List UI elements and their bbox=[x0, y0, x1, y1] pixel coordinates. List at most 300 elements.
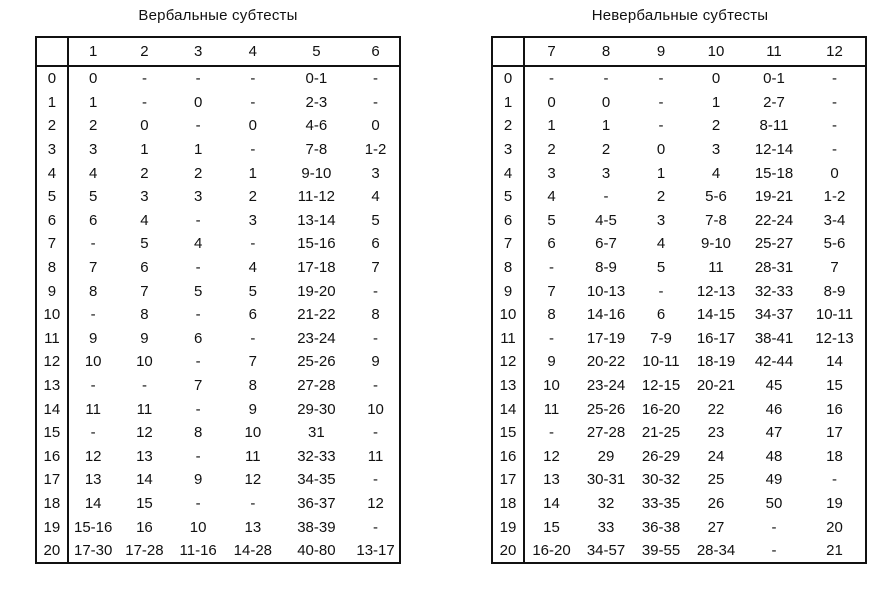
score-cell: 0 bbox=[711, 70, 721, 88]
row-label: 1 bbox=[492, 91, 524, 115]
table-row bbox=[492, 421, 866, 445]
table-row bbox=[492, 539, 866, 564]
score-cell: 13 bbox=[543, 471, 560, 489]
score-cell: 27-28 bbox=[297, 377, 336, 395]
score-cell: 13-14 bbox=[297, 211, 336, 229]
score-cell: 1 bbox=[656, 164, 666, 182]
table-row bbox=[492, 138, 866, 162]
score-cell: 11 bbox=[367, 447, 384, 465]
column-header: 12 bbox=[804, 37, 866, 66]
score-cell: 47 bbox=[765, 424, 783, 442]
score-cell: 6 bbox=[248, 306, 258, 324]
score-cell: - bbox=[195, 400, 201, 418]
score-cell: 14-15 bbox=[696, 306, 736, 324]
score-cell: - bbox=[832, 117, 837, 135]
column-header: 2 bbox=[118, 37, 172, 66]
score-cell: 10 bbox=[244, 424, 262, 442]
score-cell: 0 bbox=[193, 93, 203, 111]
table-row bbox=[492, 397, 866, 421]
score-cell: - bbox=[771, 518, 777, 536]
score-cell: 0 bbox=[547, 93, 556, 111]
score-cell: 7 bbox=[371, 259, 380, 277]
score-cell: 25-27 bbox=[754, 235, 794, 253]
score-cell: 14-28 bbox=[233, 542, 273, 560]
table-row bbox=[36, 515, 400, 539]
column-header: 1 bbox=[68, 37, 118, 66]
score-cell: 4 bbox=[656, 235, 666, 253]
score-cell: 4 bbox=[547, 188, 556, 206]
score-cell: - bbox=[832, 70, 837, 88]
row-label: 17 bbox=[36, 468, 68, 492]
score-cell: 24 bbox=[707, 447, 725, 465]
row-label: 11 bbox=[36, 327, 68, 351]
score-cell: 36-37 bbox=[297, 494, 336, 512]
row-label: 18 bbox=[492, 492, 524, 516]
score-cell: 32 bbox=[597, 494, 615, 512]
table-row bbox=[36, 445, 400, 469]
score-cell: 23 bbox=[707, 424, 725, 442]
score-cell: 22-24 bbox=[754, 211, 794, 229]
score-cell: 15-16 bbox=[73, 518, 113, 536]
row-label: 13 bbox=[492, 374, 524, 398]
score-cell: 19-20 bbox=[297, 282, 336, 300]
score-cell: - bbox=[771, 542, 777, 560]
score-cell: 5-6 bbox=[823, 235, 846, 253]
score-cell: 4 bbox=[140, 211, 149, 229]
corner-cell bbox=[36, 37, 68, 66]
score-cell: 0-1 bbox=[763, 70, 785, 88]
score-cell: 3 bbox=[193, 188, 203, 206]
table-row bbox=[492, 327, 866, 351]
table-row bbox=[492, 303, 866, 327]
score-cell: 32-33 bbox=[297, 447, 336, 465]
score-cell: - bbox=[195, 447, 201, 465]
table-row bbox=[36, 492, 400, 516]
score-cell: 10 bbox=[189, 518, 207, 536]
table-row bbox=[36, 138, 400, 162]
score-cell: 4-5 bbox=[595, 211, 617, 229]
score-cell: 17-30 bbox=[73, 542, 113, 560]
score-cell: 15-16 bbox=[297, 235, 336, 253]
score-cell: 12-14 bbox=[754, 141, 794, 159]
score-cell: 7 bbox=[830, 259, 839, 277]
score-cell: 1 bbox=[601, 117, 611, 135]
row-label: 0 bbox=[36, 66, 68, 91]
row-label: 16 bbox=[492, 445, 524, 469]
table-row bbox=[36, 161, 400, 185]
score-cell: 12 bbox=[244, 471, 262, 489]
score-cell: 5-6 bbox=[705, 188, 727, 206]
score-cell: - bbox=[373, 93, 379, 111]
score-cell: - bbox=[832, 93, 837, 111]
verbal-subtests-title: Вербальные субтесты bbox=[138, 7, 298, 24]
table-row bbox=[36, 209, 400, 233]
score-cell: 1 bbox=[193, 141, 203, 159]
score-cell: 9 bbox=[371, 353, 380, 371]
row-label: 12 bbox=[36, 350, 68, 374]
score-cell: 12 bbox=[84, 447, 102, 465]
header-row bbox=[36, 37, 400, 66]
score-cell: 0-1 bbox=[305, 70, 328, 88]
score-cell: 16 bbox=[136, 518, 153, 536]
row-label: 2 bbox=[36, 114, 68, 138]
score-cell: 3 bbox=[601, 164, 611, 182]
row-label: 13 bbox=[36, 374, 68, 398]
score-cell: 25-26 bbox=[297, 353, 336, 371]
score-cell: 10 bbox=[543, 377, 560, 395]
row-label: 3 bbox=[36, 138, 68, 162]
score-cell: 3 bbox=[371, 164, 380, 182]
score-cell: - bbox=[658, 93, 664, 111]
score-cell: 14 bbox=[84, 494, 102, 512]
score-cell: 17-28 bbox=[125, 542, 164, 560]
score-cell: 6 bbox=[89, 211, 98, 229]
score-cell: 1 bbox=[140, 141, 149, 159]
score-cell: 7-9 bbox=[650, 329, 672, 347]
score-cell: 8 bbox=[193, 424, 203, 442]
score-cell: 18 bbox=[826, 447, 843, 465]
score-cell: 45 bbox=[765, 377, 783, 395]
score-cell: 19 bbox=[826, 494, 843, 512]
score-cell: 9-10 bbox=[301, 164, 332, 182]
table-row bbox=[36, 539, 400, 564]
score-cell: 42-44 bbox=[754, 353, 794, 371]
row-label: 8 bbox=[492, 256, 524, 280]
row-label: 4 bbox=[36, 161, 68, 185]
score-cell: 5 bbox=[89, 188, 98, 206]
row-label: 4 bbox=[492, 161, 524, 185]
score-cell: 4 bbox=[89, 164, 98, 182]
row-label: 19 bbox=[36, 515, 68, 539]
score-cell: 9 bbox=[248, 400, 258, 418]
score-cell: 12 bbox=[543, 447, 560, 465]
score-cell: - bbox=[90, 424, 96, 442]
nonverbal-subtests-title: Невербальные субтесты bbox=[591, 7, 769, 24]
score-cell: 2 bbox=[547, 141, 556, 159]
score-cell: 12 bbox=[367, 494, 384, 512]
score-cell: 6 bbox=[140, 259, 149, 277]
score-cell: - bbox=[141, 93, 147, 111]
row-label: 11 bbox=[492, 327, 524, 351]
score-cell: - bbox=[832, 141, 837, 159]
score-cell: 14-16 bbox=[586, 306, 626, 324]
row-label: 20 bbox=[36, 539, 68, 564]
row-label: 16 bbox=[36, 445, 68, 469]
row-label: 7 bbox=[492, 232, 524, 256]
score-cell: - bbox=[195, 70, 201, 88]
row-label: 19 bbox=[492, 515, 524, 539]
score-cell: - bbox=[250, 494, 256, 512]
score-cell: - bbox=[549, 424, 554, 442]
score-cell: 7-8 bbox=[705, 211, 727, 229]
nonverbal-scores-table bbox=[491, 36, 867, 564]
table-row bbox=[492, 232, 866, 256]
score-cell: 40-80 bbox=[297, 542, 336, 560]
score-cell: 0 bbox=[656, 141, 666, 159]
score-cell: 25-26 bbox=[586, 400, 626, 418]
score-cell: 11 bbox=[85, 400, 101, 418]
score-cell: - bbox=[250, 70, 256, 88]
score-cell: 29 bbox=[597, 447, 615, 465]
score-cell: - bbox=[373, 70, 379, 88]
score-cell: - bbox=[250, 93, 256, 111]
score-cell: 0 bbox=[601, 93, 611, 111]
table-row bbox=[36, 397, 400, 421]
row-label: 0 bbox=[492, 66, 524, 91]
score-cell: 3 bbox=[711, 141, 721, 159]
table-row bbox=[36, 421, 400, 445]
score-cell: 7 bbox=[547, 282, 556, 300]
row-label: 1 bbox=[36, 91, 68, 115]
score-cell: 6 bbox=[193, 329, 203, 347]
score-cell: - bbox=[603, 70, 609, 88]
score-cell: 21-22 bbox=[297, 306, 336, 324]
table-row bbox=[492, 66, 866, 91]
score-cell: 8-11 bbox=[759, 117, 789, 135]
score-cell: 11 bbox=[136, 400, 153, 418]
score-cell: 11 bbox=[708, 259, 724, 277]
score-cell: 8-9 bbox=[595, 259, 617, 277]
score-cell: 22 bbox=[707, 400, 725, 418]
score-cell: 8-9 bbox=[823, 282, 846, 300]
row-label: 9 bbox=[492, 279, 524, 303]
score-cell: 21 bbox=[826, 542, 843, 560]
score-cell: 28-31 bbox=[754, 259, 794, 277]
row-label: 5 bbox=[492, 185, 524, 209]
table-row bbox=[492, 161, 866, 185]
score-cell: 8 bbox=[140, 306, 149, 324]
score-cell: - bbox=[373, 518, 379, 536]
column-header: 6 bbox=[352, 37, 400, 66]
row-label: 2 bbox=[492, 114, 524, 138]
score-cell: - bbox=[658, 117, 664, 135]
score-cell: 25 bbox=[707, 471, 725, 489]
score-cell: 46 bbox=[765, 400, 783, 418]
table-row bbox=[492, 468, 866, 492]
score-cell: - bbox=[195, 494, 201, 512]
score-cell: 17 bbox=[826, 424, 843, 442]
score-cell: 23-24 bbox=[297, 329, 336, 347]
score-cell: 14 bbox=[826, 353, 843, 371]
row-label: 15 bbox=[36, 421, 68, 445]
score-cell: 0 bbox=[140, 117, 149, 135]
score-cell: 1 bbox=[89, 93, 98, 111]
score-cell: 10-11 bbox=[815, 306, 854, 324]
row-label: 10 bbox=[36, 303, 68, 327]
score-cell: 1 bbox=[248, 164, 258, 182]
score-cell: 13-17 bbox=[356, 542, 395, 560]
score-cell: 5 bbox=[140, 235, 149, 253]
score-cell: 36-38 bbox=[641, 518, 681, 536]
score-cell: 27 bbox=[707, 518, 725, 536]
score-cell: 2-3 bbox=[305, 93, 328, 111]
score-cell: 5 bbox=[547, 211, 556, 229]
column-header: 5 bbox=[281, 37, 352, 66]
score-cell: 2 bbox=[89, 117, 98, 135]
score-cell: 32-33 bbox=[754, 282, 794, 300]
score-cell: 23-24 bbox=[586, 377, 626, 395]
score-cell: - bbox=[250, 235, 256, 253]
score-cell: 31 bbox=[308, 424, 325, 442]
score-cell: - bbox=[549, 329, 554, 347]
table-row bbox=[492, 445, 866, 469]
score-cell: - bbox=[90, 306, 96, 324]
table-row bbox=[36, 468, 400, 492]
score-cell: 2 bbox=[140, 164, 149, 182]
table-row bbox=[36, 327, 400, 351]
score-cell: 38-39 bbox=[297, 518, 336, 536]
score-cell: 9 bbox=[89, 329, 98, 347]
score-cell: 7-8 bbox=[305, 141, 328, 159]
table-row bbox=[36, 185, 400, 209]
score-cell: 48 bbox=[765, 447, 783, 465]
score-cell: 7 bbox=[140, 282, 149, 300]
score-cell: 2 bbox=[601, 141, 611, 159]
score-cell: 8 bbox=[547, 306, 556, 324]
column-header: 10 bbox=[688, 37, 744, 66]
score-cell: 12-13 bbox=[815, 329, 854, 347]
score-cell: 14 bbox=[543, 494, 560, 512]
score-cell: 15 bbox=[136, 494, 153, 512]
table-row bbox=[492, 114, 866, 138]
column-header: 7 bbox=[524, 37, 578, 66]
score-cell: 9 bbox=[193, 471, 203, 489]
row-label: 9 bbox=[36, 279, 68, 303]
score-cell: 12-15 bbox=[641, 377, 681, 395]
column-header: 4 bbox=[225, 37, 281, 66]
table-row bbox=[36, 374, 400, 398]
score-cell: - bbox=[195, 306, 201, 324]
score-cell: 14 bbox=[136, 471, 153, 489]
score-cell: 26 bbox=[707, 494, 725, 512]
score-cell: 12-13 bbox=[696, 282, 736, 300]
score-cell: 6-7 bbox=[595, 235, 617, 253]
score-cell: - bbox=[90, 377, 96, 395]
score-cell: - bbox=[549, 259, 554, 277]
score-cell: 1 bbox=[711, 93, 721, 111]
score-cell: 0 bbox=[830, 164, 839, 182]
score-cell: 20-22 bbox=[586, 353, 626, 371]
table-row bbox=[492, 279, 866, 303]
score-cell: 27-28 bbox=[586, 424, 626, 442]
score-cell: 33 bbox=[597, 518, 615, 536]
score-cell: 10 bbox=[136, 353, 153, 371]
score-cell: 11-16 bbox=[179, 542, 217, 560]
corner-cell bbox=[492, 37, 524, 66]
score-cell: 3 bbox=[656, 211, 666, 229]
table-row bbox=[36, 350, 400, 374]
column-header: 3 bbox=[171, 37, 225, 66]
row-label: 10 bbox=[492, 303, 524, 327]
table-row bbox=[492, 256, 866, 280]
score-cell: 0 bbox=[248, 117, 258, 135]
score-cell: 2 bbox=[656, 188, 666, 206]
column-header: 9 bbox=[634, 37, 688, 66]
table-row bbox=[36, 114, 400, 138]
score-cell: 5 bbox=[248, 282, 258, 300]
table-row bbox=[492, 209, 866, 233]
row-label: 20 bbox=[492, 539, 524, 564]
score-cell: 11 bbox=[245, 447, 261, 465]
score-cell: - bbox=[373, 424, 379, 442]
score-cell: 2 bbox=[248, 188, 258, 206]
score-cell: - bbox=[195, 211, 201, 229]
verbal-scores-table bbox=[35, 36, 401, 564]
score-cell: 3-4 bbox=[823, 211, 846, 229]
score-cell: - bbox=[141, 70, 147, 88]
table-row bbox=[492, 492, 866, 516]
score-cell: 5 bbox=[656, 259, 666, 277]
score-cell: 9-10 bbox=[700, 235, 732, 253]
table-row bbox=[36, 279, 400, 303]
score-cell: - bbox=[549, 70, 554, 88]
row-label: 14 bbox=[36, 397, 68, 421]
score-cell: 9 bbox=[547, 353, 556, 371]
row-label: 17 bbox=[492, 468, 524, 492]
score-cell: - bbox=[658, 282, 664, 300]
score-cell: 12 bbox=[136, 424, 153, 442]
row-label: 6 bbox=[492, 209, 524, 233]
table-row bbox=[492, 350, 866, 374]
score-cell: - bbox=[195, 259, 201, 277]
score-cell: 50 bbox=[765, 494, 783, 512]
table-row bbox=[36, 256, 400, 280]
score-cell: 10 bbox=[84, 353, 102, 371]
score-cell: 18-19 bbox=[696, 353, 736, 371]
score-cell: 1-2 bbox=[823, 188, 846, 206]
score-cell: 34-35 bbox=[297, 471, 336, 489]
row-label: 15 bbox=[492, 421, 524, 445]
row-label: 12 bbox=[492, 350, 524, 374]
score-cell: 20-21 bbox=[696, 377, 736, 395]
score-cell: 2 bbox=[193, 164, 203, 182]
column-header: 8 bbox=[578, 37, 634, 66]
score-cell: 30-31 bbox=[586, 471, 626, 489]
score-cell: 30-32 bbox=[641, 471, 681, 489]
row-label: 3 bbox=[492, 138, 524, 162]
score-cell: 13 bbox=[244, 518, 262, 536]
table-row bbox=[492, 515, 866, 539]
score-cell: 8 bbox=[371, 306, 380, 324]
score-cell: 6 bbox=[371, 235, 380, 253]
header-row bbox=[492, 37, 866, 66]
score-cell: - bbox=[373, 282, 379, 300]
score-cell: 2-7 bbox=[763, 93, 785, 111]
score-cell: 39-55 bbox=[641, 542, 681, 560]
score-cell: - bbox=[250, 329, 256, 347]
score-cell: 16-20 bbox=[641, 400, 681, 418]
score-cell: - bbox=[832, 471, 837, 489]
score-cell: 16 bbox=[826, 400, 843, 418]
score-cell: 10-11 bbox=[642, 353, 680, 371]
score-cell: - bbox=[195, 117, 201, 135]
score-cell: 26-29 bbox=[641, 447, 681, 465]
table-row bbox=[492, 374, 866, 398]
score-cell: 6 bbox=[547, 235, 556, 253]
score-cell: 34-37 bbox=[754, 306, 794, 324]
score-cell: 38-41 bbox=[754, 329, 794, 347]
score-cell: 13 bbox=[136, 447, 153, 465]
score-cell: 10-13 bbox=[586, 282, 626, 300]
table-row bbox=[36, 91, 400, 115]
score-cell: 21-25 bbox=[641, 424, 681, 442]
score-cell: - bbox=[373, 329, 379, 347]
table-row bbox=[36, 232, 400, 256]
score-cell: 15 bbox=[826, 377, 843, 395]
score-cell: 3 bbox=[248, 211, 258, 229]
score-cell: - bbox=[250, 141, 256, 159]
row-label: 7 bbox=[36, 232, 68, 256]
